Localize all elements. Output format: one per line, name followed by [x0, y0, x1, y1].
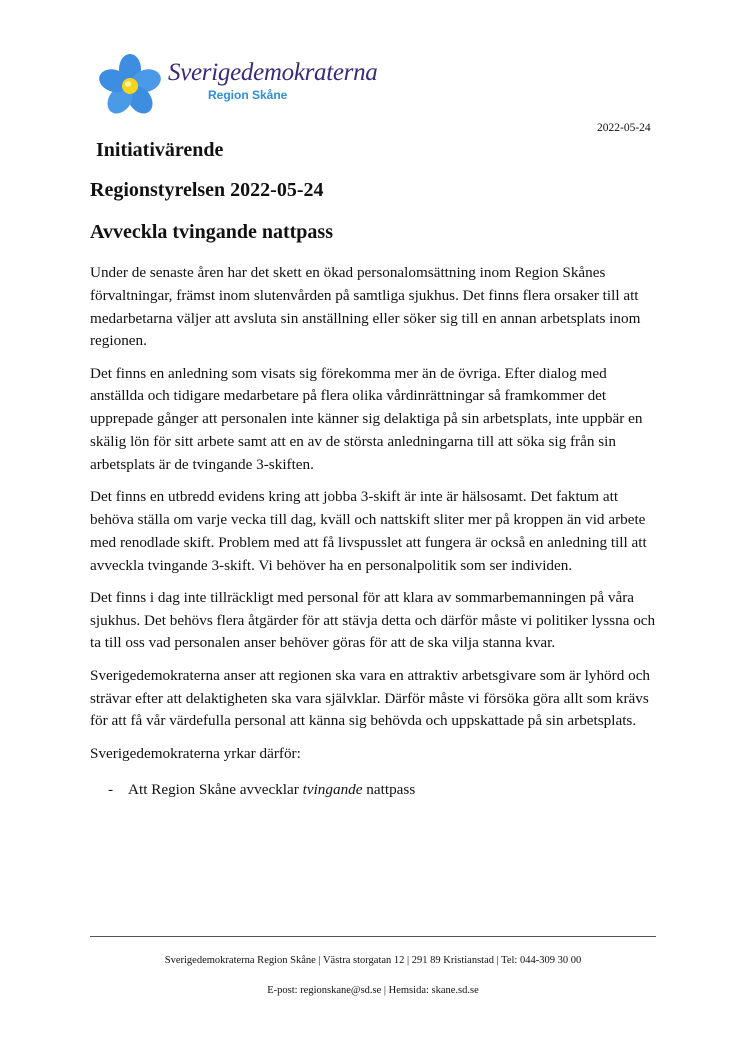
paragraph: Det finns en utbredd evidens kring att jobba 3-skift är inte är hälsosamt. Det faktum att behöva ställa om varje vecka till dag, kväll och nattskift sliter mer på kroppen än vid arbete med renodlade skift. Problem med att få livspusslet att fungera är också en anledning till att avveckla tvingande 3-skift. Vi behöver ha en personalpolitik som ser individen.	[90, 488, 647, 574]
demand-text-emphasis: tvingande	[302, 781, 363, 799]
document-body	[90, 262, 660, 802]
document-title: Avveckla tvingande nattpass	[90, 221, 333, 243]
footer-divider	[90, 936, 656, 937]
demand-text-before: Att Region Skåne avvecklar	[128, 781, 303, 799]
logo-region-name: Region Skåne	[208, 88, 288, 102]
paragraph: Under de senaste åren har det skett en ökad personalomsättning inom Region Skånes förvaltningar, främst inom slutenvården på samtliga sjukhus. Det finns flera orsaker till att medarbetarna väljer att avsluta sin anställning eller söker sig till en annan arbetsplats inom regionen.	[90, 264, 641, 350]
demand-text	[128, 779, 415, 802]
logo-party-name: Sverigedemokraterna	[168, 59, 378, 86]
paragraph: Det finns en anledning som visats sig förekomma mer än de övriga. Efter dialog med anställda och tidigare medarbetare på flera olika vårdinrättningar så framkommer det upprepade gånger att personalen inte känner sig delaktiga på sin arbetsplats, inte uppbär en skälig lön för sitt arbete samt att en av de största anledningarna till att söka sig från sin arbetsplats är de tvingande 3-skiften.	[90, 364, 643, 473]
paragraph: Sverigedemokraterna yrkar därför:	[90, 744, 301, 762]
board-heading: Regionstyrelsen 2022-05-24	[90, 179, 324, 201]
dash-bullet: -	[108, 781, 114, 799]
initiative-heading: Initiativärende	[96, 139, 224, 161]
document-date: 2022-05-24	[597, 122, 651, 134]
flower-logo-icon	[96, 52, 170, 124]
paragraph: Det finns i dag inte tillräckligt med personal för att klara av sommarbemanningen på våra sjukhus. Det behövs flera åtgärder för att stävja detta och därför måste vi politiker lyssna och ta till oss vad personalen anser behöver göras för att de ska vilja stanna kvar.	[90, 588, 656, 652]
paragraph: Sverigedemokraterna anser att regionen ska vara en attraktiv arbetsgivare som är lyhörd och strävar efter att delaktigheten ska vara självklar. Därför måste vi försöka göra allt som krävs för att få vår värdefulla personal att känna sig behövda och uppskattade på sin arbetsplats.	[90, 666, 651, 730]
demand-list-item	[90, 779, 660, 802]
party-logo	[96, 52, 376, 124]
footer-contact: E-post: regionskane@sd.se | Hemsida: skane.sd.se	[267, 985, 479, 996]
demand-text-after: nattpass	[362, 781, 416, 799]
footer-address: Sverigedemokraterna Region Skåne | Västra storgatan 12 | 291 89 Kristianstad | Tel: 044-309 30 00	[164, 955, 582, 966]
